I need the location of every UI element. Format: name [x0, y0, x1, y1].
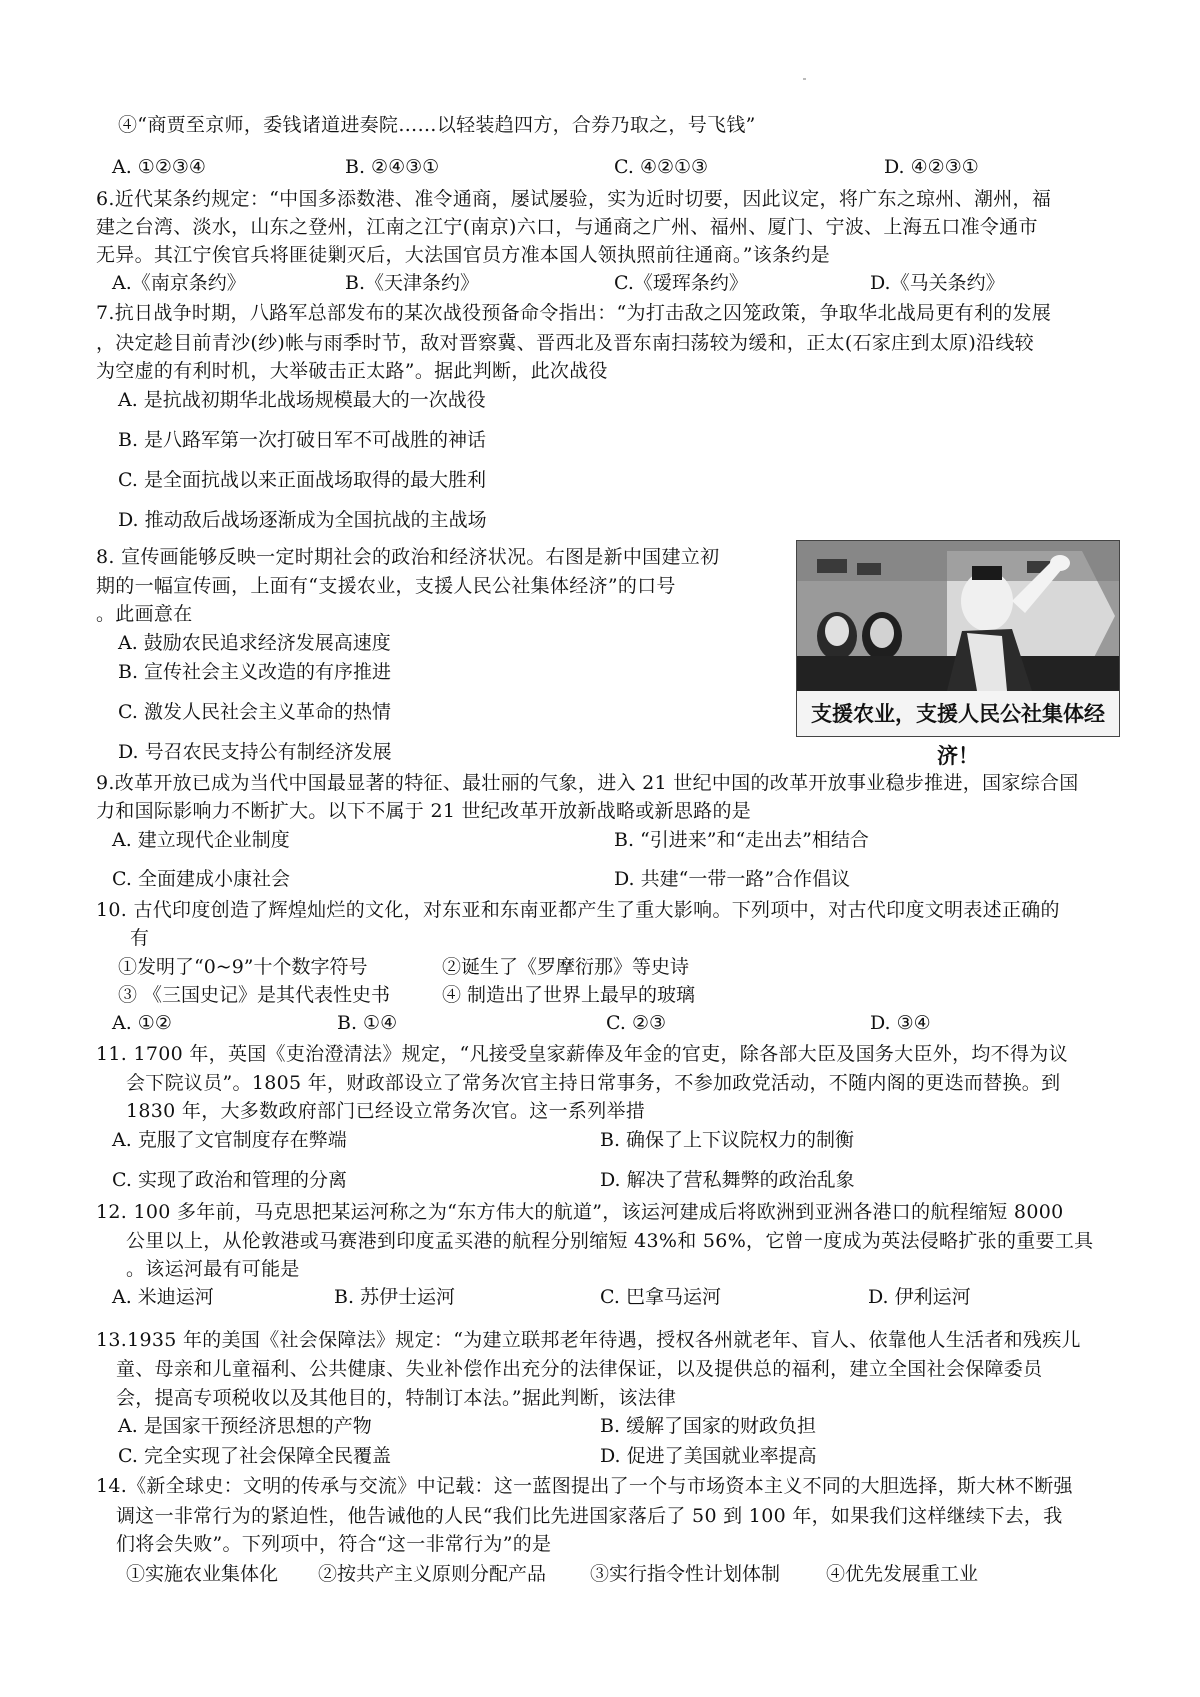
q5-option-b: B. ②④③①: [345, 156, 440, 178]
q13-option-c: C. 完全实现了社会保障全民覆盖: [118, 1445, 391, 1467]
q12-stem-line-1: 12. 100 多年前，马克思把某运河称之为“东方伟大的航道”，该运河建成后将欧洲到亚洲各港口的航程缩短 8000: [96, 1201, 1064, 1223]
poster-art-drawing: [797, 541, 1119, 691]
q9-option-b: B. “引进来”和“走出去”相结合: [614, 829, 869, 851]
q14-item-2: ②按共产主义原则分配产品: [318, 1563, 547, 1585]
poster-caption: 支援农业，支援人民公社集体经济！: [811, 702, 1105, 768]
q11-option-b: B. 确保了上下议院权力的制衡: [600, 1129, 855, 1151]
q10-option-a: A. ①②: [112, 1012, 172, 1034]
q6-stem-line-1: 6.近代某条约规定：“中国多添数港、准令通商，屡试屡验，实为近时切要，因此议定，将广东之琼州、潮州，福: [96, 188, 1052, 210]
q5-option-c: C. ④②①③: [614, 156, 709, 178]
q12-option-d: D. 伊利运河: [868, 1286, 971, 1308]
q8-option-d: D. 号召农民支持公有制经济发展: [118, 741, 392, 763]
q5-item-4: ④“商贾至京师，委钱诸道进奏院……以轻装趋四方，合券乃取之，号飞钱”: [118, 114, 756, 136]
q14-item-4: ④优先发展重工业: [826, 1563, 979, 1585]
q12-option-b: B. 苏伊士运河: [334, 1286, 456, 1308]
q6-option-b: B.《天津条约》: [345, 272, 480, 294]
q10-option-b: B. ①④: [337, 1012, 398, 1034]
q14-stem-line-3: 们将会失败”。下列项中，符合“这一非常行为”的是: [116, 1533, 552, 1555]
q7-stem-line-3: 为空虚的有利时机，大举破击正太路”。据此判断，此次战役: [96, 360, 608, 382]
q7-stem-line-2: ，决定趁目前青沙(纱)帐与雨季时节，敌对晋察冀、晋西北及晋东南扫荡较为缓和，正太(石家庄到太原)沿线较: [96, 332, 1034, 354]
q13-option-a: A. 是国家干预经济思想的产物: [118, 1415, 372, 1437]
q8-stem-line-1: 8. 宣传画能够反映一定时期社会的政治和经济状况。右图是新中国建立初: [96, 546, 720, 568]
q7-option-d: D. 推动敌后战场逐渐成为全国抗战的主战场: [118, 509, 487, 531]
q9-option-c: C. 全面建成小康社会: [112, 868, 290, 890]
q9-option-a: A. 建立现代企业制度: [112, 829, 290, 851]
q12-stem-line-2: 公里以上，从伦敦港或马赛港到印度孟买港的航程分别缩短 43%和 56%，它曾一度成为英法侵略扩张的重要工具: [126, 1230, 1094, 1252]
q7-option-b: B. 是八路军第一次打破日军不可战胜的神话: [118, 429, 487, 451]
q13-option-b: B. 缓解了国家的财政负担: [600, 1415, 817, 1437]
q9-stem-line-1: 9.改革开放已成为当代中国最显著的特征、最壮丽的气象，进入 21 世纪中国的改革开放事业稳步推进，国家综合国: [96, 772, 1079, 794]
q10-item-4: ④ 制造出了世界上最早的玻璃: [442, 984, 696, 1006]
q6-option-c: C.《瑷珲条约》: [614, 272, 748, 294]
q6-stem-line-2: 建之台湾、淡水，山东之登州，江南之江宁(南京)六口，与通商之广州、福州、厦门、宁波、上海五口准令通市: [96, 216, 1038, 238]
q6-option-d: D.《马关条约》: [870, 272, 1005, 294]
q8-option-b: B. 宣传社会主义改造的有序推进: [118, 661, 392, 683]
q8-option-c: C. 激发人民社会主义革命的热情: [118, 701, 391, 723]
q11-option-d: D. 解决了营私舞弊的政治乱象: [600, 1169, 855, 1191]
q7-stem-line-1: 7.抗日战争时期，八路军总部发布的某次战役预备命令指出：“为打击敌之囚笼政策，争取华北战局更有利的发展: [96, 302, 1052, 324]
q11-option-c: C. 实现了政治和管理的分离: [112, 1169, 347, 1191]
poster-illustration: [797, 541, 1119, 691]
q10-option-c: C. ②③: [606, 1012, 667, 1034]
q7-option-c: C. 是全面抗战以来正面战场取得的最大胜利: [118, 469, 486, 491]
q14-item-3: ③实行指令性计划体制: [590, 1563, 781, 1585]
q13-stem-line-1: 13.1935 年的美国《社会保障法》规定：“为建立联邦老年待遇，授权各州就老年、盲人、依靠他人生活者和残疾儿: [96, 1329, 1081, 1351]
q9-stem-line-2: 力和国际影响力不断扩大。以下不属于 21 世纪改革开放新战略或新思路的是: [96, 800, 752, 822]
q5-option-a: A. ①②③④: [112, 156, 206, 178]
q11-stem-line-1: 11. 1700 年，英国《吏治澄清法》规定，“凡接受皇家薪俸及年金的官吏，除各部大臣及国务大臣外，均不得为议: [96, 1043, 1068, 1065]
q6-option-a: A.《南京条约》: [112, 272, 246, 294]
q6-stem-line-3: 无异。其江宁俟官兵将匪徒剿灭后，大法国官员方准本国人领执照前往通商。”该条约是: [96, 244, 830, 266]
q13-stem-line-3: 会，提高专项税收以及其他目的，特制订本法。”据此判断，该法律: [116, 1387, 677, 1409]
q12-option-a: A. 米迪运河: [112, 1286, 214, 1308]
propaganda-poster-image: [796, 540, 1120, 768]
q13-option-d: D. 促进了美国就业率提高: [600, 1445, 817, 1467]
q11-stem-line-3: 1830 年，大多数政府部门已经设立常务次官。这一系列举措: [126, 1100, 646, 1122]
q12-option-c: C. 巴拿马运河: [600, 1286, 721, 1308]
q10-stem-line-1: 10. 古代印度创造了辉煌灿烂的文化，对东亚和东南亚都产生了重大影响。下列项中，对古代印度文明表述正确的: [96, 899, 1060, 921]
scan-speck: [803, 78, 806, 80]
q10-item-3: ③ 《三国史记》是其代表性史书: [118, 984, 391, 1006]
q11-stem-line-2: 会下院议员”。1805 年，财政部设立了常务次官主持日常事务，不参加政党活动，不随内阁的更迭而替换。到: [126, 1072, 1061, 1094]
q13-stem-line-2: 童、母亲和儿童福利、公共健康、失业补偿作出充分的法律保证，以及提供总的福利，建立全国社会保障委员: [116, 1358, 1043, 1380]
q14-item-1: ①实施农业集体化: [126, 1563, 279, 1585]
q10-stem-line-2: 有: [130, 927, 150, 949]
q8-stem-line-3: 。此画意在: [96, 603, 193, 625]
q9-option-d: D. 共建“一带一路”合作倡议: [614, 868, 851, 890]
q11-option-a: A. 克服了文官制度存在弊端: [112, 1129, 347, 1151]
q5-option-d: D. ④②③①: [884, 156, 979, 178]
q10-item-2: ②诞生了《罗摩衍那》等史诗: [442, 956, 690, 978]
q14-stem-line-2: 调这一非常行为的紧迫性，他告诫他的人民“我们比先进国家落后了 50 到 100 年，如果我们这样继续下去，我: [116, 1505, 1063, 1527]
q10-option-d: D. ③④: [870, 1012, 931, 1034]
q12-stem-line-3: 。该运河最有可能是: [126, 1258, 300, 1280]
q8-stem-line-2: 期的一幅宣传画，上面有“支援农业，支援人民公社集体经济”的口号: [96, 575, 676, 597]
q7-option-a: A. 是抗战初期华北战场规模最大的一次战役: [118, 389, 486, 411]
q8-option-a: A. 鼓励农民追求经济发展高速度: [118, 632, 391, 654]
q10-item-1: ①发明了“0~9”十个数字符号: [118, 956, 368, 978]
q14-stem-line-1: 14.《新全球史：文明的传承与交流》中记载：这一蓝图提出了一个与市场资本主义不同的大胆选择，斯大林不断强: [96, 1475, 1073, 1497]
